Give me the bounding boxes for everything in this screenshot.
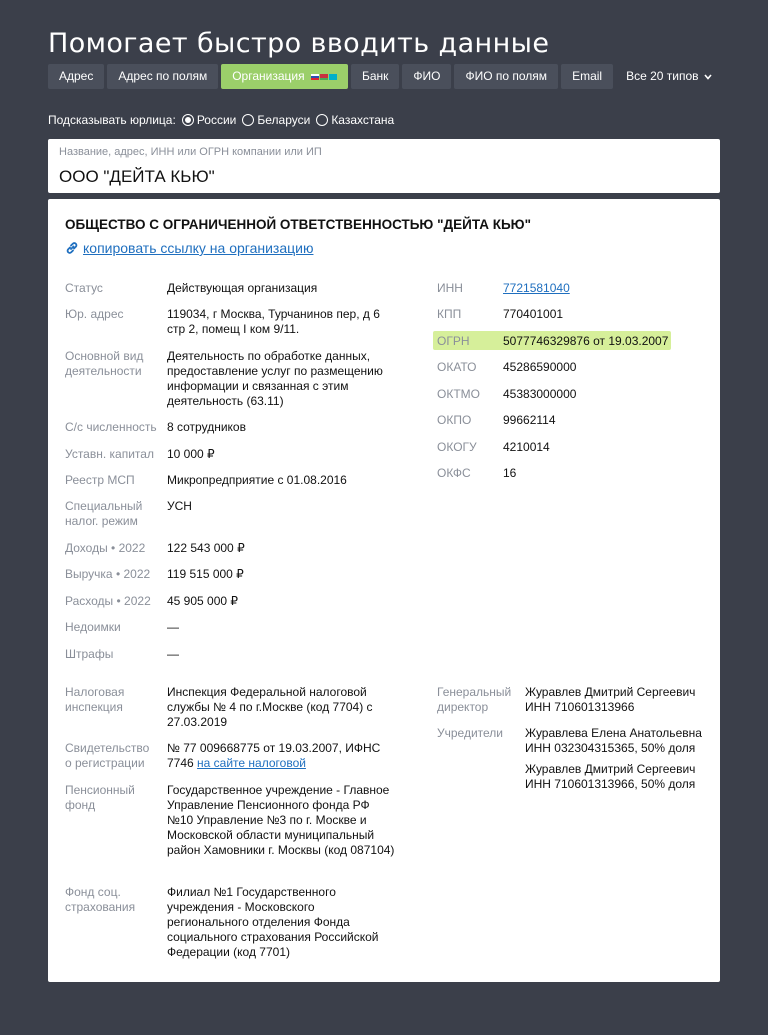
tax-site-link[interactable]: на сайте налоговой xyxy=(197,756,306,770)
label-arrears: Недоимки xyxy=(65,620,121,634)
flag-kazakhstan-icon xyxy=(329,74,337,80)
label-address: Юр. адрес xyxy=(65,307,124,321)
search-value[interactable]: ООО "ДЕЙТА КЬЮ" xyxy=(59,167,215,186)
value-capital: 10 000 ₽ xyxy=(167,447,215,461)
tab-fio-fields[interactable]: ФИО по полям xyxy=(454,64,558,89)
country-selector-label: Подсказывать юрлица: xyxy=(48,113,176,127)
value-headcount: 8 сотрудников xyxy=(167,420,246,434)
radio-belarus-label: Беларуси xyxy=(257,113,311,127)
tab-organization[interactable] xyxy=(221,64,348,89)
label-income: Доходы • 2022 xyxy=(65,541,146,555)
label-okfs: ОКФС xyxy=(437,466,471,480)
copy-link-label: копировать ссылку на организацию xyxy=(83,240,314,256)
radio-kazakhstan[interactable] xyxy=(316,113,394,127)
value-founder-1: Журавлева Елена Анатольевна ИНН 032304315365, 50% доля xyxy=(525,726,702,755)
label-tax-office: Налоговая инспекция xyxy=(65,685,125,714)
label-msp: Реестр МСП xyxy=(65,473,135,487)
chevron-down-icon xyxy=(704,74,712,80)
label-okato: ОКАТО xyxy=(437,360,477,374)
label-capital: Уставн. капитал xyxy=(65,447,154,461)
value-revenue: 119 515 000 ₽ xyxy=(167,567,244,581)
inn-link[interactable]: 7721581040 xyxy=(503,281,570,295)
value-registration-cert xyxy=(167,741,382,771)
radio-russia[interactable] xyxy=(182,113,237,127)
value-address: 119034, г Москва, Турчанинов пер, д 6 стр 2, помещ I ком 9/11. xyxy=(167,307,380,336)
label-expenses: Расходы • 2022 xyxy=(65,594,151,608)
tab-organization-label: Организация xyxy=(232,69,305,83)
value-okato: 45286590000 xyxy=(503,360,577,374)
registration-cert-text: № 77 009668775 от 19.03.2007, ИФНС 7746 xyxy=(167,741,381,770)
label-pension-fund: Пенсионный фонд xyxy=(65,783,135,812)
label-oktmo: ОКТМО xyxy=(437,387,480,401)
country-flags-icon xyxy=(311,74,337,80)
value-msp: Микропредприятие с 01.08.2016 xyxy=(167,473,347,487)
value-ogrn: 5077746329876 от 19.03.2007 xyxy=(503,334,669,348)
radio-kazakhstan-label: Казахстана xyxy=(331,113,395,127)
radio-russia-label: России xyxy=(196,113,237,127)
value-income: 122 543 000 ₽ xyxy=(167,541,245,555)
tab-fio[interactable]: ФИО xyxy=(402,64,451,89)
tab-address[interactable]: Адрес xyxy=(48,64,104,89)
label-activity: Основной вид деятельности xyxy=(65,349,144,378)
search-input[interactable] xyxy=(48,139,720,193)
tab-all-types[interactable] xyxy=(616,64,722,89)
value-social-fund: Филиал №1 Государственного учреждения - Московского регионального отделения Фонда социального страхования Российской Федерации (код 7701) xyxy=(167,885,379,959)
tab-all-types-label: Все 20 типов xyxy=(626,69,699,83)
flag-belarus-icon xyxy=(320,74,328,80)
value-arrears: — xyxy=(167,620,179,634)
value-founder-2: Журавлев Дмитрий Сергеевич ИНН 710601313966, 50% доля xyxy=(525,762,696,791)
label-okogu: ОКОГУ xyxy=(437,440,477,454)
value-director: Журавлев Дмитрий Сергеевич ИНН 710601313966 xyxy=(525,685,696,714)
label-headcount: С/с численность xyxy=(65,420,157,434)
value-okfs: 16 xyxy=(503,466,517,480)
label-tax-regime: Специальный налог. режим xyxy=(65,499,143,528)
label-fines: Штрафы xyxy=(65,647,114,661)
organization-card xyxy=(48,199,720,982)
label-kpp: КПП xyxy=(437,307,462,321)
label-status: Статус xyxy=(65,281,103,295)
radio-unchecked-icon xyxy=(242,114,254,126)
radio-belarus[interactable] xyxy=(242,113,310,127)
value-pension-fund: Государственное учреждение - Главное Управление Пенсионного фонда РФ №10 Управление №3 по г. Москве и Московской области муниципальный район Хамовники г. Москвы (код 087104) xyxy=(167,783,395,857)
page-title: Помогает быстро вводить данные xyxy=(48,28,550,59)
tab-email[interactable]: Email xyxy=(561,64,613,89)
tab-bank[interactable]: Банк xyxy=(351,64,399,89)
label-okpo: ОКПО xyxy=(437,413,472,427)
value-status: Действующая организация xyxy=(167,281,318,295)
type-tabs xyxy=(48,64,722,89)
value-kpp: 770401001 xyxy=(503,307,564,321)
value-okpo: 99662114 xyxy=(503,413,556,427)
value-oktmo: 45383000000 xyxy=(503,387,577,401)
value-activity: Деятельность по обработке данных, предоставление услуг по размещению информации и связанная с этим деятельность (63.11) xyxy=(167,349,383,408)
country-selector xyxy=(48,112,394,128)
copy-link-button[interactable] xyxy=(65,240,313,256)
value-tax-regime: УСН xyxy=(167,499,192,513)
label-founders: Учредители xyxy=(437,726,504,740)
value-okogu: 4210014 xyxy=(503,440,550,454)
value-fines: — xyxy=(167,647,179,661)
flag-russia-icon xyxy=(311,74,319,80)
radio-checked-icon xyxy=(182,114,194,126)
label-registration-cert: Свидетельство о регистрации xyxy=(65,741,150,770)
tab-address-fields[interactable]: Адрес по полям xyxy=(107,64,218,89)
label-ogrn: ОГРН xyxy=(437,334,470,348)
label-social-fund: Фонд соц. страхования xyxy=(65,885,136,914)
organization-name: ОБЩЕСТВО С ОГРАНИЧЕННОЙ ОТВЕТСТВЕННОСТЬЮ "ДЕЙТА КЬЮ" xyxy=(65,217,531,232)
label-revenue: Выручка • 2022 xyxy=(65,567,151,581)
radio-unchecked-icon xyxy=(316,114,328,126)
value-tax-office: Инспекция Федеральной налоговой службы № 4 по г.Москве (код 7704) с 27.03.2019 xyxy=(167,685,373,729)
link-icon xyxy=(65,241,79,255)
value-expenses: 45 905 000 ₽ xyxy=(167,594,239,608)
label-inn: ИНН xyxy=(437,281,463,295)
search-placeholder: Название, адрес, ИНН или ОГРН компании или ИП xyxy=(59,146,322,158)
label-director: Генеральный директор xyxy=(437,685,512,714)
